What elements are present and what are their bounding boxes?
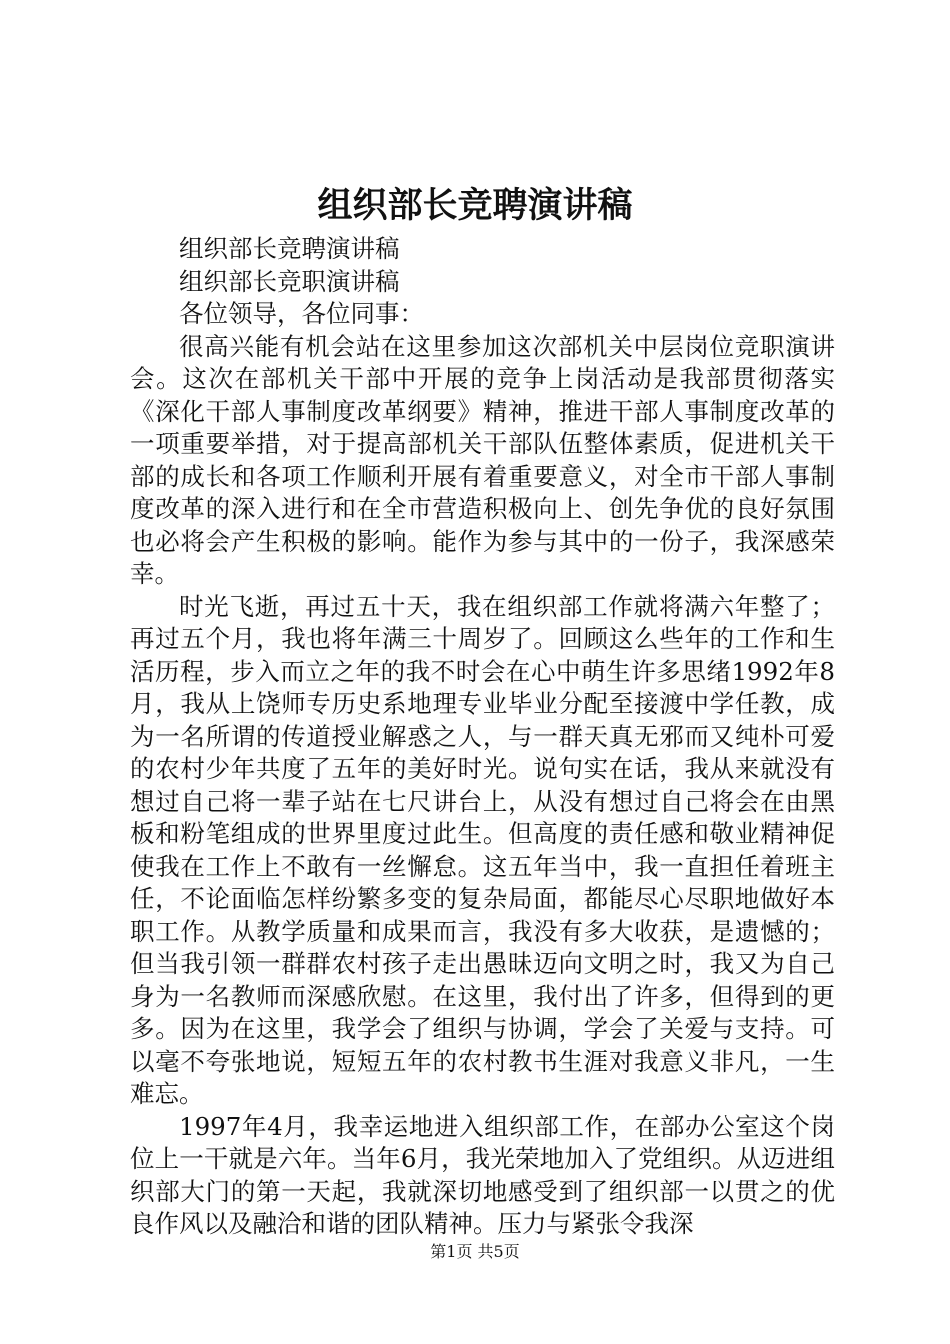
paragraph-teaching-career: 时光飞逝，再过五十天，我在组织部工作就将满六年整了；再过五个月，我也将年满三十周岁了。回顾这么些年的工作和生活历程，步入而立之年的我不时会在心中萌生许多思绪1992年8月，我从上饶师专历史系地理专业毕业分配至接渡中学任教，成为一名所谓的传道授业解惑之人，与一群天真无邪而又纯朴可爱的农村少年共度了五年的美好时光。说句实在话，我从来就没有想过自己将一辈子站在七尺讲台上，从没有想过自己将会在由黑板和粉笔组成的世界里度过此生。但高度的责任感和敬业精神促使我在工作上不敢有一丝懈怠。这五年当中，我一直担任着班主任，不论面临怎样纷繁多变的复杂局面，都能尽心尽职地做好本职工作。从教学质量和成果而言，我没有多大收获，是遗憾的；但当我引领一群群农村孩子走出愚昧迈向文明之时，我又为自己身为一名教师而深感欣慰。在这里，我付出了许多，但得到的更多。因为在这里，我学会了组织与协调，学会了关爱与支持。可以毫不夸张地说，短短五年的农村教书生涯对我意义非凡，一生难忘。	[130, 591, 835, 1108]
document-body	[130, 233, 835, 1241]
document-title: 组织部长竞聘演讲稿	[317, 185, 633, 226]
paragraph-salutation: 各位领导，各位同事：	[179, 299, 424, 328]
paragraph-subtitle: 组织部长竞聘演讲稿	[179, 234, 400, 263]
paragraph-subtitle-alt: 组织部长竞职演讲稿	[179, 266, 400, 296]
paragraph-organization-work: 1997年4月，我幸运地进入组织部工作，在部办公室这个岗位上一干就是六年。当年6月，我光荣地加入了党组织。从迈进组织部大门的第一天起，我就深切地感受到了组织部一以贯之的优良作风以及融洽和谐的团队精神。压力与紧张令我深	[130, 1111, 835, 1238]
page-footer: 第1页 共5页	[430, 1242, 520, 1261]
paragraph-opening: 很高兴能有机会站在这里参加这次部机关中层岗位竞职演讲会。这次在部机关干部中开展的竞争上岗活动是我部贯彻落实《深化干部人事制度改革纲要》精神，推进干部人事制度改革的一项重要举措，对于提高部机关干部队伍整体素质，促进机关干部的成长和各项工作顺利开展有着重要意义，对全市干部人事制度改革的深入进行和在全市营造积极向上、创先争优的良好氛围也必将会产生积极的影响。能作为参与其中的一份子，我深感荣幸。	[130, 331, 835, 588]
